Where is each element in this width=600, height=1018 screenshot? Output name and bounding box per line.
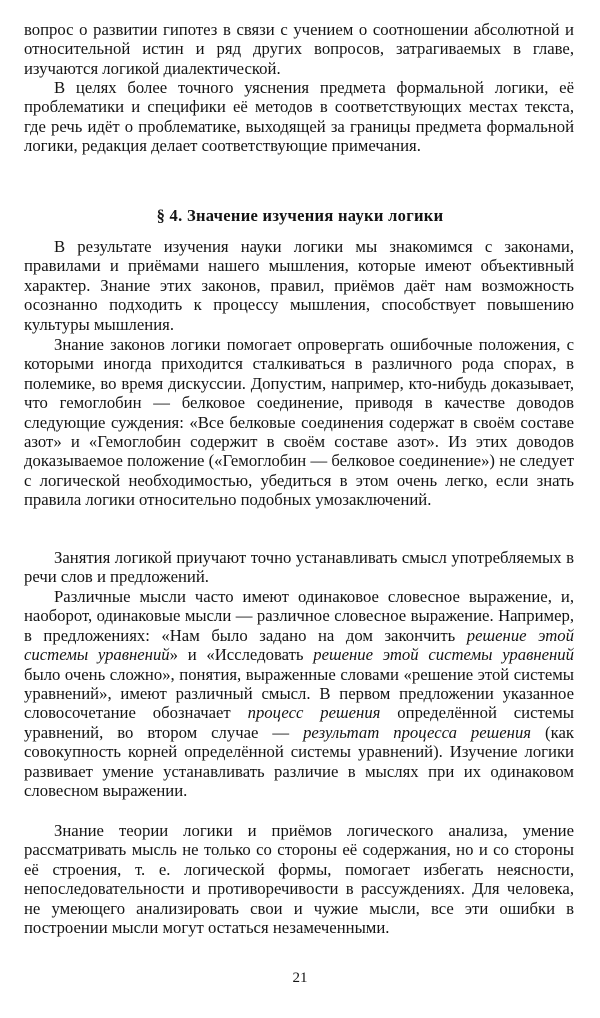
italic-text: решение этой системы уравнений (24, 625, 574, 665)
paragraph-text: определённой системы уравнений, во втором случае — (24, 703, 574, 742)
paragraph-text: » и «Исследовать (169, 645, 314, 665)
italic-text: результат процесса решения (303, 722, 532, 742)
paragraph-4 (24, 335, 574, 510)
section-heading: § 4. Значение изучения науки логики (156, 206, 444, 225)
italic-text: процесс решения (247, 703, 381, 723)
paragraph-text: В целях более точного уяснения предмета формальной логики, её проблематики и специфики её методов в соответствующих местах текста, где речь идёт о проблематике, выходящей за границы предмета формальной логики, редакция делает соответствующие примечания. (24, 78, 574, 156)
paragraph-1 (24, 20, 574, 78)
paragraph-text: В результате изучения науки логики мы знакомимся с законами, правилами и приёмами нашего мышления, которые имеют объективный характер. Знание этих законов, правил, приёмов даёт нам возможность осознанно подходить к процессу мышления, способствует повышению культуры мышления. (24, 237, 574, 334)
paragraph-text: Занятия логикой приучают точно устанавливать смысл употребляемых в речи слов и предложений. (24, 548, 574, 587)
paragraph-text: было очень сложно», понятия, выраженные словами «решение этой системы уравнений», имеют различный смысл. В первом предложении указанное словосочетание обозначает (24, 664, 574, 723)
paragraph-2 (24, 78, 574, 156)
paragraph-text: (как совокупность корней определённой системы уравнений). Изучение логики развивает умение устанавливать различие в мыслях при их одинаковом словесном выражении. (24, 722, 574, 801)
paragraph-6 (24, 587, 574, 800)
page-number: 21 (292, 970, 308, 986)
italic-text: решение этой системы уравнений (313, 645, 574, 665)
paragraph-5 (24, 548, 574, 587)
paragraph-7 (24, 821, 574, 937)
paragraph-text: вопрос о развитии гипотез в связи с учением о соотношении абсолютной и относительной истин и ряд других вопросов, затрагиваемых в главе, изучаются логикой диалектической. (24, 20, 574, 78)
paragraph-text: Различные мысли часто имеют одинаковое словесное выражение, и, наоборот, одинаковые мысли — различное словесное выражение. Например, в предложениях: «Нам было задано на дом закончить (24, 587, 574, 645)
paragraph-text: Знание законов логики помогает опровергать ошибочные положения, с которыми иногда приходится сталкиваться в различного рода спорах, в полемике, во время дискуссии. Допустим, например, кто-нибудь доказывает, что гемоглобин — белковое соединение, приводя в качестве доводов следующие суждения: «Все белковые соединения содержат в своём составе азот» и «Гемоглобин содержит в своём составе азот». Из этих доводов доказываемое положение («Гемоглобин — белковое соединение») не следует с логической необходимостью, убедиться в этом очень легко, если знать правила логики относительно подобных умозаключений. (24, 335, 574, 510)
paragraph-3 (24, 237, 574, 334)
paragraph-text: Знание теории логики и приёмов логического анализа, умение рассматривать мысль не только со стороны её содержания, но и со стороны её строения, т. е. логической формы, помогает избегать неясности, непоследовательности и противоречивости в рассуждениях. Для человека, не умеющего анализировать свои и чужие мысли, все эти ошибки в построении мысли могут остаться незамеченными. (24, 821, 574, 938)
